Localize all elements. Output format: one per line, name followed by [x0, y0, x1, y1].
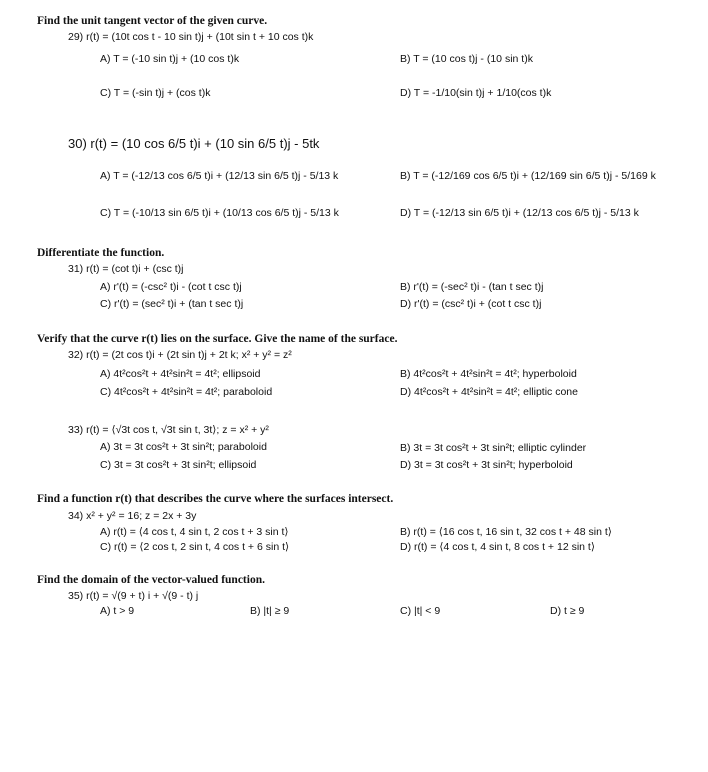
problem-35-option-b[interactable]: B) |t| ≥ 9 — [250, 605, 290, 617]
problem-33-option-d[interactable]: D) 3t = 3t cos²t + 3t sin²t; hyperboloid — [400, 459, 573, 471]
problem-32-option-d[interactable]: D) 4t²cos²t + 4t²sin²t = 4t²; elliptic cone — [400, 386, 578, 398]
problem-29-option-b[interactable]: B) T = (10 cos t)j - (10 sin t)k — [400, 53, 533, 65]
section-header: Differentiate the function. — [37, 247, 165, 259]
section-header: Find the domain of the vector-valued function. — [37, 574, 265, 586]
section-header: Find the unit tangent vector of the given curve. — [37, 15, 268, 27]
problem-34-option-b[interactable]: B) r(t) = ⟨16 cos t, 16 sin t, 32 cos t + 48 sin t⟩ — [400, 526, 612, 538]
problem-31-stem: 31) r(t) = (cot t)i + (csc t)j — [68, 263, 184, 275]
problem-33-stem: 33) r(t) = ⟨√3t cos t, √3t sin t, 3t⟩; z = x² + y² — [68, 424, 269, 436]
problem-32-option-b[interactable]: B) 4t²cos²t + 4t²sin²t = 4t²; hyperboloid — [400, 368, 577, 380]
problem-32-option-c[interactable]: C) 4t²cos²t + 4t²sin²t = 4t²; paraboloid — [100, 386, 273, 398]
problem-31-option-b[interactable]: B) r'(t) = (-sec² t)i - (tan t sec t)j — [400, 281, 544, 293]
problem-33-option-a[interactable]: A) 3t = 3t cos²t + 3t sin²t; paraboloid — [100, 441, 267, 453]
problem-34-stem: 34) x² + y² = 16; z = 2x + 3y — [68, 510, 197, 522]
problem-29-stem: 29) r(t) = (10t cos t - 10 sin t)j + (10t sin t + 10 cos t)k — [68, 31, 314, 43]
problem-35-option-a[interactable]: A) t > 9 — [100, 605, 135, 617]
problem-34-option-a[interactable]: A) r(t) = ⟨4 cos t, 4 sin t, 2 cos t + 3 sin t⟩ — [100, 526, 289, 538]
problem-30-stem: 30) r(t) = (10 cos 6/5 t)i + (10 sin 6/5 t)j - 5tk — [68, 136, 320, 151]
problem-33-option-c[interactable]: C) 3t = 3t cos²t + 3t sin²t; ellipsoid — [100, 459, 257, 471]
problem-31-option-a[interactable]: A) r'(t) = (-csc² t)i - (cot t csc t)j — [100, 281, 242, 293]
section-header: Verify that the curve r(t) lies on the surface. Give the name of the surface. — [37, 333, 398, 345]
problem-31-option-d[interactable]: D) r'(t) = (csc² t)i + (cot t csc t)j — [400, 298, 542, 310]
problem-31-option-c[interactable]: C) r'(t) = (sec² t)i + (tan t sec t)j — [100, 298, 244, 310]
problem-35-stem: 35) r(t) = √(9 + t) i + √(9 - t) j — [68, 590, 199, 602]
problem-30-option-b[interactable]: B) T = (-12/169 cos 6/5 t)i + (12/169 sin 6/5 t)j - 5/169 k — [400, 170, 656, 182]
problem-32-option-a[interactable]: A) 4t²cos²t + 4t²sin²t = 4t²; ellipsoid — [100, 368, 261, 380]
problem-34-option-d[interactable]: D) r(t) = ⟨4 cos t, 4 sin t, 8 cos t + 12 sin t⟩ — [400, 541, 595, 553]
problem-35-option-d[interactable]: D) t ≥ 9 — [550, 605, 585, 617]
section-header: Find a function r(t) that describes the curve where the surfaces intersect. — [37, 493, 394, 505]
problem-30-option-c[interactable]: C) T = (-10/13 sin 6/5 t)i + (10/13 cos 6/5 t)j - 5/13 k — [100, 207, 339, 219]
problem-35-option-c[interactable]: C) |t| < 9 — [400, 605, 441, 617]
problem-34-option-c[interactable]: C) r(t) = ⟨2 cos t, 2 sin t, 4 cos t + 6 sin t⟩ — [100, 541, 290, 553]
problem-33-option-b[interactable]: B) 3t = 3t cos²t + 3t sin²t; elliptic cylinder — [400, 442, 587, 454]
problem-29-option-d[interactable]: D) T = -1/10(sin t)j + 1/10(cos t)k — [400, 87, 552, 99]
problem-29-option-a[interactable]: A) T = (-10 sin t)j + (10 cos t)k — [100, 53, 240, 65]
problem-29-option-c[interactable]: C) T = (-sin t)j + (cos t)k — [100, 87, 211, 99]
problem-30-option-a[interactable]: A) T = (-12/13 cos 6/5 t)i + (12/13 sin 6/5 t)j - 5/13 k — [100, 170, 339, 182]
problem-30-option-d[interactable]: D) T = (-12/13 sin 6/5 t)i + (12/13 cos 6/5 t)j - 5/13 k — [400, 207, 639, 219]
problem-32-stem: 32) r(t) = (2t cos t)i + (2t sin t)j + 2t k; x² + y² = z² — [68, 349, 292, 361]
